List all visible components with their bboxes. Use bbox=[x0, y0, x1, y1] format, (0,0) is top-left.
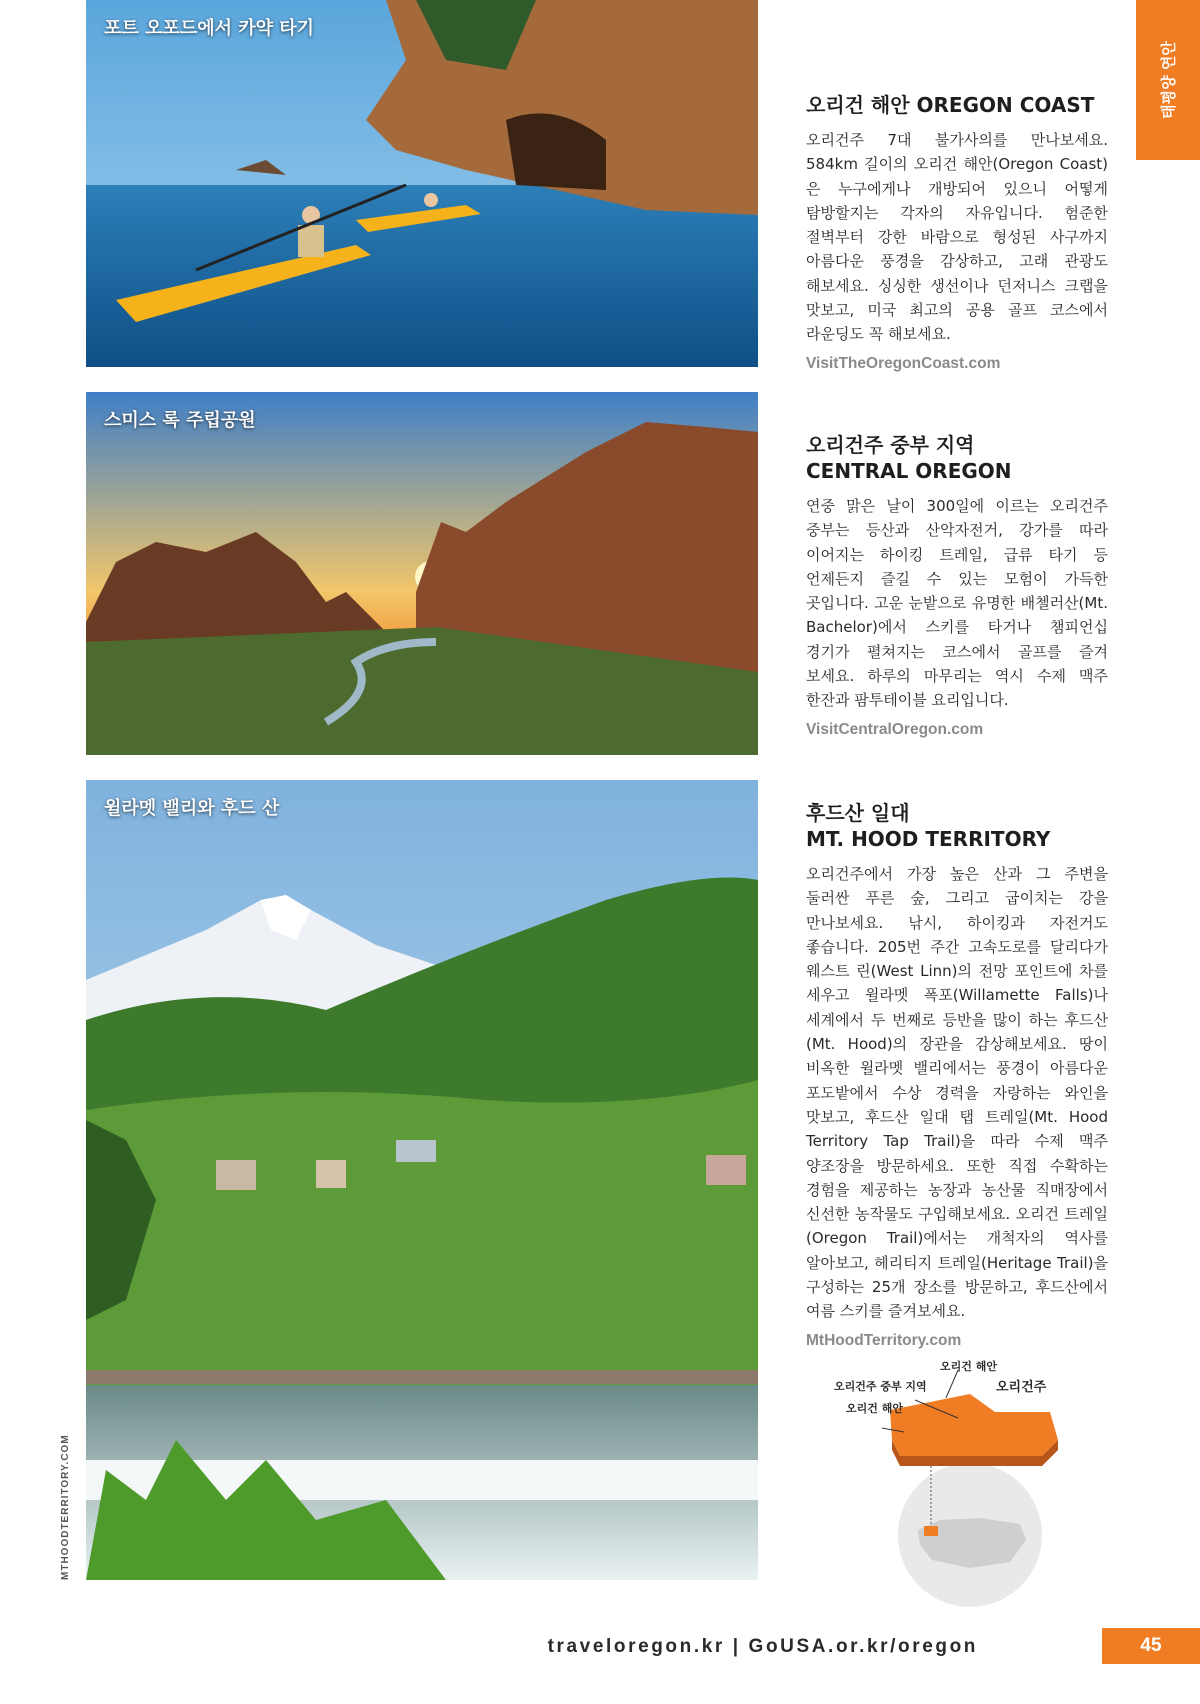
footer-urls[interactable]: traveloregon.kr | GoUSA.or.kr/oregon bbox=[547, 1636, 978, 1657]
mt-hood-photo bbox=[86, 780, 758, 1580]
section-title bbox=[806, 432, 1108, 484]
section-link[interactable]: VisitTheOregonCoast.com bbox=[806, 354, 1001, 372]
oregon-locator-map bbox=[820, 1340, 1120, 1620]
section-title-line1: 오리건 해안 OREGON COAST bbox=[806, 93, 1095, 117]
page-number: 45 bbox=[1102, 1628, 1200, 1664]
section-tab bbox=[1136, 0, 1200, 160]
section-body: 오리건주에서 가장 높은 산과 그 주변을 둘러싼 푸른 숲, 그리고 굽이치는 강을 만나보세요. 낚시, 하이킹과 자전거도 좋습니다. 205번 주간 고속도로를 달리다가 웨스트 린(West Linn)의 전망 포인트에 차를 세우고 윌라멧 폭포(Willamette Falls)나 세계에서 두 번째로 등반을 많이 하는 후드산(Mt. Hood)의 장관을 감상해보세요. 땅이 비옥한 윌라멧 밸리에서는 풍경이 아름다운 포도밭에서 수상 경력을 자랑하는 와인을 맛보고, 후드산 일대 탭 트레일(Mt. Hood Territory Tap Trail)을 따라 수제 맥주 양조장을 방문하세요. 또한 직접 수확하는 경험을 제공하는 농장과 농산물 직매장에서 신선한 농작물도 구입해보세요. 오리건 트레일(Oregon Trail)에서는 개척자의 역사를 알아보고, 헤리티지 트레일(Heritage Trail)을 구성하는 25개 장소를 방문하고, 후드산에서 여름 스키를 즐겨보세요. bbox=[806, 865, 1108, 1321]
kayak-photo bbox=[86, 0, 758, 367]
section-title-line1: 후드산 일대 bbox=[806, 801, 910, 825]
section-tab-label: 태평양 연안 bbox=[1159, 41, 1178, 119]
map-label-coast-top: 오리건 해안 bbox=[940, 1360, 997, 1373]
map-label-coast-left: 오리건 해안 bbox=[846, 1402, 903, 1415]
photo-caption: 스미스 록 주립공원 bbox=[104, 410, 256, 431]
section-central-oregon bbox=[806, 432, 1108, 739]
section-title-line2: MT. HOOD TERRITORY bbox=[806, 827, 1051, 851]
section-body: 연중 맑은 날이 300일에 이르는 오리건주 중부는 등산과 산악자전거, 강가를 따라 이어지는 하이킹 트레일, 급류 타기 등 언제든지 즐길 수 있는 모험이 가득한 곳입니다. 고운 눈밭으로 유명한 배첼러산(Mt. Bachelor)에서 스키를 타거나 챔피언십 경기가 펼쳐지는 코스에서 골프를 즐겨 보세요. 하루의 마무리는 역시 수제 맥주 한잔과 팜투테이블 요리입니다. bbox=[806, 497, 1108, 710]
section-title bbox=[806, 800, 1108, 852]
section-oregon-coast bbox=[806, 92, 1108, 373]
section-title-line2: CENTRAL OREGON bbox=[806, 459, 1012, 483]
section-body: 오리건주 7대 불가사의를 만나보세요. 584km 길이의 오리건 해안(Oregon Coast)은 누구에게나 개방되어 있으니 어떻게 탐방할지는 각자의 자유입니다. 험준한 절벽부터 강한 바람으로 형성된 사구까지 아름다운 풍경을 감상하고, 고래 관광도 해보세요. 싱싱한 생선이나 던저니스 크랩을 맛보고, 미국 최고의 공용 골프 코스에서 라운딩도 꼭 해보세요. bbox=[806, 131, 1108, 344]
map-label-state: 오리건주 bbox=[996, 1380, 1047, 1395]
section-title-line1: 오리건주 중부 지역 bbox=[806, 433, 975, 457]
photo-caption: 포트 오포드에서 카약 타기 bbox=[104, 18, 315, 39]
smith-rock-photo bbox=[86, 392, 758, 755]
section-title bbox=[806, 92, 1108, 118]
section-link[interactable]: VisitCentralOregon.com bbox=[806, 720, 984, 738]
section-link[interactable]: MtHoodTerritory.com bbox=[806, 1331, 962, 1349]
section-mt-hood bbox=[806, 800, 1108, 1350]
map-label-central: 오리건주 중부 지역 bbox=[834, 1380, 927, 1393]
photo-credit: MTHOODTERRITORY.COM bbox=[60, 1434, 71, 1580]
photo-caption: 윌라멧 밸리와 후드 산 bbox=[104, 798, 280, 819]
